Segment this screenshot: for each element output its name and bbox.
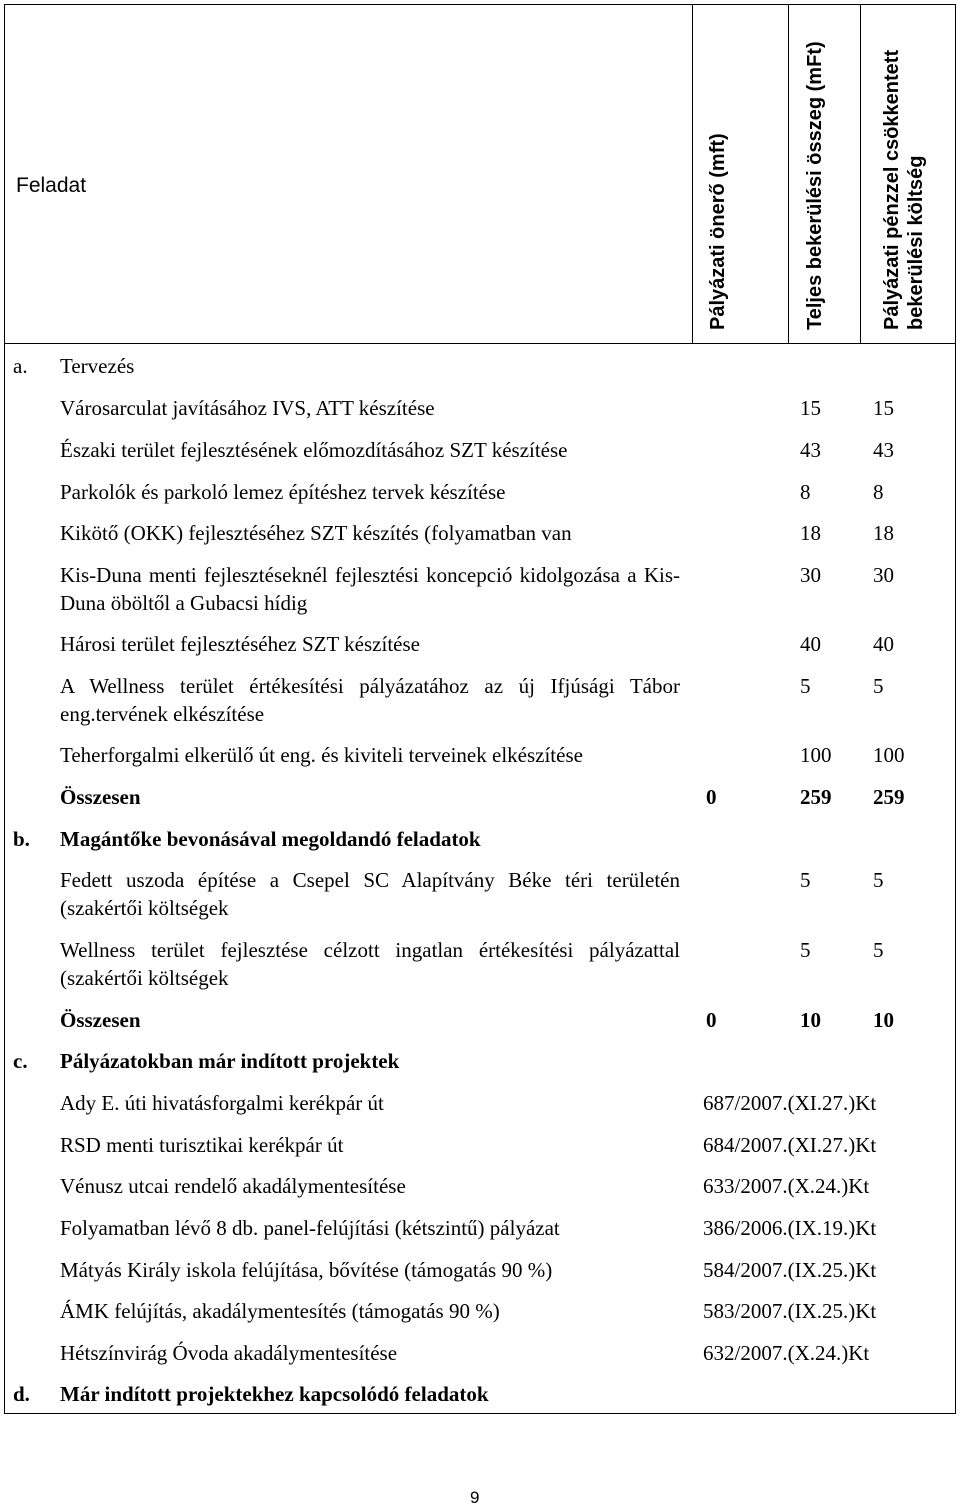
- section-a-row-text: Hárosi terület fejlesztéséhez SZT készítése: [60, 632, 420, 656]
- section-c-row-ref: 386/2006.(IX.19.)Kt: [703, 1216, 877, 1240]
- section-c-row-ref: 633/2007.(X.24.)Kt: [703, 1174, 870, 1198]
- section-b-sum-label: Összesen: [60, 1008, 141, 1032]
- header-reduced-cost-line2: bekerülési költség: [905, 155, 927, 330]
- column-divider: [692, 4, 693, 343]
- section-a-row-text: Parkolók és parkoló lemez építéshez tervek készítése: [60, 480, 506, 504]
- section-a-row-total: 100: [800, 743, 832, 767]
- section-a-row-reduced: 5: [873, 674, 884, 698]
- section-a-row-total: 5: [800, 674, 811, 698]
- section-b-row-text: Wellness terület fejlesztése célzott ingatlan értékesítési pályázattal (szakértői költségek: [60, 938, 680, 990]
- section-a-row-reduced: 100: [873, 743, 905, 767]
- header-total-cost: Teljes bekerülési összeg (mFt): [804, 41, 826, 330]
- section-c-row-text: RSD menti turisztikai kerékpár út: [60, 1133, 344, 1157]
- section-a-row-text: Kis-Duna menti fejlesztéseknél fejlesztési koncepció kidolgozása a Kis-Duna öböltől a Gubacsi hídig: [60, 563, 680, 615]
- section-b-row-text: Fedett uszoda építése a Csepel SC Alapítvány Béke téri területén (szakértői költségek: [60, 868, 680, 920]
- section-a-sum-total: 259: [800, 785, 832, 809]
- section-a-row-text: A Wellness terület értékesítési pályázatához az új Ifjúsági Tábor eng.tervének elkészítése: [60, 674, 680, 726]
- header-reduced-cost-line1: Pályázati pénzzel csökkentett: [881, 49, 903, 330]
- column-divider: [860, 4, 861, 343]
- section-a-row-total: 18: [800, 521, 821, 545]
- section-a-row-reduced: 40: [873, 632, 894, 656]
- column-divider: [788, 4, 789, 343]
- page-number: 9: [470, 1488, 480, 1507]
- section-b-sum-total: 10: [800, 1008, 821, 1032]
- section-a-row-reduced: 18: [873, 521, 894, 545]
- section-c-row-ref: 584/2007.(IX.25.)Kt: [703, 1258, 877, 1282]
- section-a-row-total: 43: [800, 438, 821, 462]
- section-d-letter: d.: [13, 1382, 30, 1406]
- header-own-funds: Pályázati önerő (mft): [707, 133, 729, 330]
- section-a-row-text: Teherforgalmi elkerülő út eng. és kiviteli terveinek elkészítése: [60, 743, 583, 767]
- section-a-row-reduced: 30: [873, 563, 894, 587]
- header-task: Feladat: [16, 174, 87, 197]
- section-a-sum-own: 0: [706, 785, 717, 809]
- section-b-row-reduced: 5: [873, 868, 884, 892]
- section-a-row-text: Északi terület fejlesztésének előmozdításához SZT készítése: [60, 438, 568, 462]
- section-a-row-total: 15: [800, 396, 821, 420]
- section-c-row-text: Hétszínvirág Óvoda akadálymentesítése: [60, 1341, 398, 1365]
- section-a-row-text: Városarculat javításához IVS, ATT készítése: [60, 396, 435, 420]
- section-c-row-text: Vénusz utcai rendelő akadálymentesítése: [60, 1174, 406, 1198]
- section-a-sum-label: Összesen: [60, 785, 141, 809]
- section-c-row-text: ÁMK felújítás, akadálymentesítés (támogatás 90 %): [60, 1299, 500, 1323]
- section-a-row-total: 8: [800, 480, 811, 504]
- section-a-sum-reduced: 259: [873, 785, 905, 809]
- section-c-title: Pályázatokban már indított projektek: [60, 1049, 400, 1073]
- section-c-row-text: Mátyás Király iskola felújítása, bővítése (támogatás 90 %): [60, 1258, 553, 1282]
- section-b-sum-reduced: 10: [873, 1008, 894, 1032]
- section-a-row-reduced: 15: [873, 396, 894, 420]
- section-b-row-total: 5: [800, 938, 811, 962]
- section-b-sum-own: 0: [706, 1008, 717, 1032]
- section-c-row-ref: 583/2007.(IX.25.)Kt: [703, 1299, 877, 1323]
- header-divider: [4, 343, 956, 344]
- section-d-title: Már indított projektekhez kapcsolódó feladatok: [60, 1382, 489, 1406]
- section-b-title: Magántőke bevonásával megoldandó feladatok: [60, 827, 481, 851]
- section-a-title: Tervezés: [60, 354, 135, 378]
- section-a-row-reduced: 43: [873, 438, 894, 462]
- section-a-letter: a.: [13, 354, 28, 378]
- section-a-row-reduced: 8: [873, 480, 884, 504]
- section-a-row-total: 30: [800, 563, 821, 587]
- section-a-row-total: 40: [800, 632, 821, 656]
- section-a-row-text: Kikötő (OKK) fejlesztéséhez SZT készítés (folyamatban van: [60, 521, 572, 545]
- section-c-row-ref: 632/2007.(X.24.)Kt: [703, 1341, 870, 1365]
- section-c-row-text: Ady E. úti hivatásforgalmi kerékpár út: [60, 1091, 384, 1115]
- section-c-row-ref: 687/2007.(XI.27.)Kt: [703, 1091, 877, 1115]
- section-b-row-total: 5: [800, 868, 811, 892]
- section-b-row-reduced: 5: [873, 938, 884, 962]
- section-c-letter: c.: [13, 1049, 28, 1073]
- section-b-letter: b.: [13, 827, 30, 851]
- section-c-row-text: Folyamatban lévő 8 db. panel-felújítási (kétszintű) pályázat: [60, 1216, 560, 1240]
- section-c-row-ref: 684/2007.(XI.27.)Kt: [703, 1133, 877, 1157]
